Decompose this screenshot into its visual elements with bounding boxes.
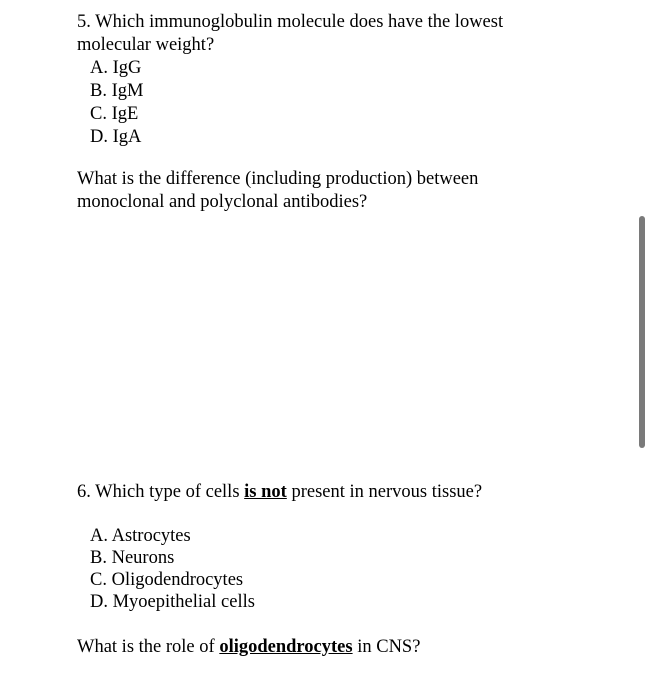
question-5-line-2: molecular weight? xyxy=(77,35,215,55)
question-6-prefix: 6. Which type of cells xyxy=(77,482,245,502)
question-5-line-1: 5. Which immunoglobulin molecule does have the lowest xyxy=(77,12,504,32)
question-6-emphasis: is not xyxy=(244,482,287,502)
question-5-option-a: A. IgG xyxy=(90,58,142,78)
question-6-option-c: C. Oligodendrocytes xyxy=(90,570,244,590)
question-5-option-d: D. IgA xyxy=(90,127,142,147)
open-question-antibodies-line-1: What is the difference (including production) between xyxy=(77,169,479,189)
question-6-text xyxy=(77,481,482,504)
vertical-scrollbar[interactable] xyxy=(639,216,645,448)
open-question-antibodies xyxy=(77,168,478,214)
question-5-option-c: C. IgE xyxy=(90,104,139,124)
question-6 xyxy=(77,481,482,504)
question-6-option-a: A. Astrocytes xyxy=(90,526,191,546)
question-6-option-d: D. Myoepithelial cells xyxy=(90,592,255,612)
open-question-antibodies-line-2: monoclonal and polyclonal antibodies? xyxy=(77,192,368,212)
open-question-oligodendrocytes-text xyxy=(77,636,420,659)
open-question-oligodendrocytes-suffix: in CNS? xyxy=(352,637,421,657)
open-question-oligodendrocytes xyxy=(77,636,420,659)
question-5 xyxy=(77,11,503,57)
question-6-suffix: present in nervous tissue? xyxy=(286,482,483,502)
open-question-oligodendrocytes-emphasis: oligodendrocytes xyxy=(219,637,353,657)
question-5-option-b: B. IgM xyxy=(90,81,144,101)
open-question-oligodendrocytes-prefix: What is the role of xyxy=(77,637,220,657)
question-6-option-b: B. Neurons xyxy=(90,548,175,568)
